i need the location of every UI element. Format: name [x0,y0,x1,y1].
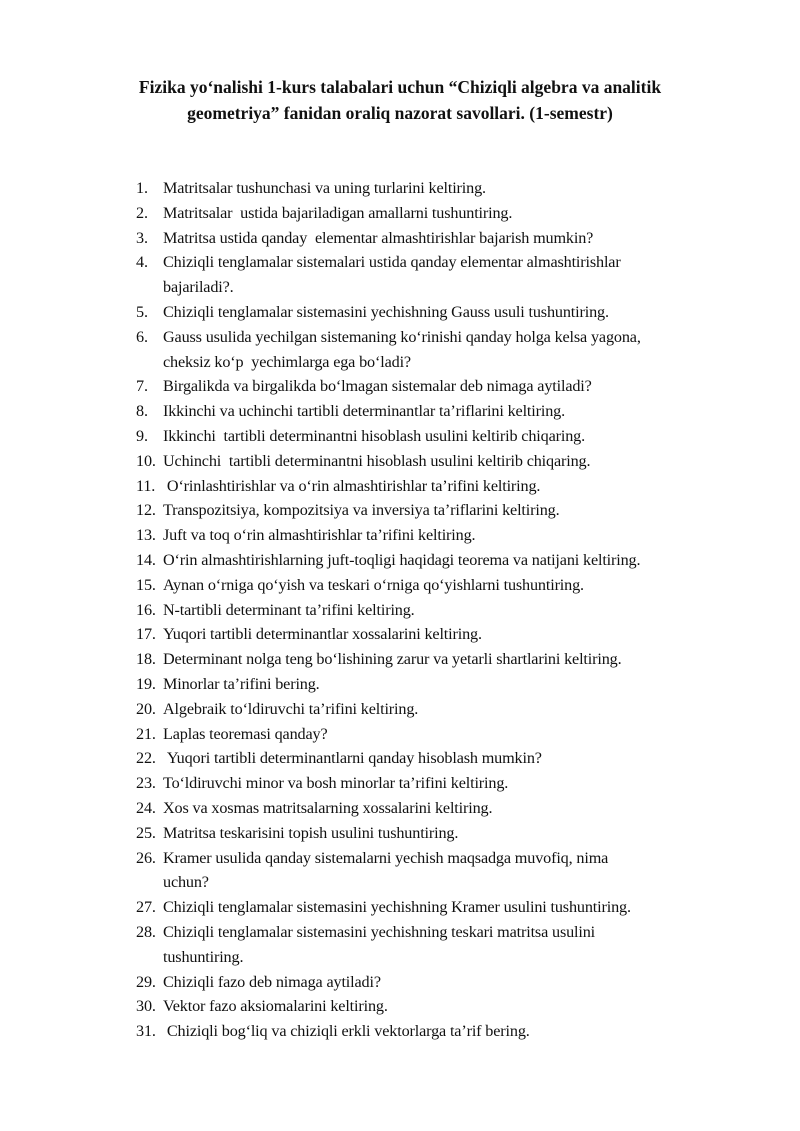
question-item [136,523,736,548]
question-number: 20. [136,699,156,718]
question-item [136,796,736,821]
question-number: 17. [136,625,156,644]
question-number: 21. [136,724,156,743]
question-item [136,201,736,226]
question-text: Chiziqli tenglamalar sistemasini yechishning teskari matritsa usulini tushuntiring. [163,922,596,966]
question-item [136,498,736,523]
question-text: Chiziqli tenglamalar sistemasini yechishning Gauss usuli tushuntiring. [163,302,609,321]
question-item [136,449,736,474]
question-number: 12. [136,501,156,520]
question-number: 11. [136,476,156,495]
title-line-1: Fizika yo‘nalishi 1-kurs talabalari uchun “Chiziqli algebra va analitik [138,77,662,97]
question-item [136,424,736,449]
question-text: Matritsalar tushunchasi va uning turlarini keltiring. [163,179,486,197]
question-number: 4. [136,253,148,272]
question-item [136,920,736,970]
question-item [136,573,736,598]
question-number: 23. [136,774,156,793]
question-item [136,474,736,499]
question-item [136,399,736,424]
question-text: Gauss usulida yechilgan sistemaning ko‘rinishi qanday holga kelsa yagona, cheksiz ko‘p yechimlarga ega bo‘ladi? [163,327,641,371]
question-text: Kramer usulida qanday sistemalarni yechish maqsadga muvofiq, nima uchun? [163,848,609,892]
question-number: 27. [136,898,156,917]
question-item [136,1019,736,1044]
question-number: 25. [136,823,156,842]
document-title [110,74,690,126]
question-item [136,846,736,896]
question-item [136,697,736,722]
question-number: 10. [136,451,156,470]
question-item [136,374,736,399]
question-number: 5. [136,302,148,321]
question-item [136,598,736,623]
question-number: 1. [136,179,148,197]
question-item [136,548,736,573]
question-text: Transpozitsiya, kompozitsiya va inversiya ta’riflarini keltiring. [163,501,560,520]
question-number: 24. [136,798,156,817]
question-item [136,300,736,325]
question-item [136,622,736,647]
question-number: 14. [136,550,156,569]
question-item [136,647,736,672]
question-item [136,746,736,771]
question-text: Yuqori tartibli determinantlarni qanday hisoblash mumkin? [163,749,542,768]
question-number: 6. [136,327,148,346]
question-text: Birgalikda va birgalikda bo‘lmagan sistemalar deb nimaga aytiladi? [163,377,592,396]
question-item [136,821,736,846]
question-item [136,771,736,796]
question-number: 22. [136,749,156,768]
question-text: Chiziqli tenglamalar sistemalari ustida qanday elementar almashtirishlar bajariladi?. [163,253,621,297]
question-number: 30. [136,997,156,1016]
question-item [136,722,736,747]
question-item [136,226,736,251]
question-text: O‘rinlashtirishlar va o‘rin almashtirishlar ta’rifini keltiring. [163,476,541,495]
question-text: Ikkinchi tartibli determinantni hisoblash usulini keltirib chiqaring. [163,426,585,445]
question-number: 28. [136,922,156,941]
question-number: 29. [136,972,156,991]
question-number: 26. [136,848,156,867]
question-number: 2. [136,203,148,222]
question-text: Matritsa teskarisini topish usulini tushuntiring. [163,823,459,842]
question-item [136,994,736,1019]
question-list [136,176,736,1044]
question-text: Minorlar ta’rifini bering. [163,674,320,693]
question-text: To‘ldiruvchi minor va bosh minorlar ta’rifini keltiring. [163,774,509,793]
question-text: Xos va xosmas matritsalarning xossalarini keltiring. [163,798,493,817]
question-text: Laplas teoremasi qanday? [163,724,328,743]
question-text: Uchinchi tartibli determinantni hisoblash usulini keltirib chiqaring. [163,451,591,470]
question-number: 7. [136,377,148,396]
question-item [136,176,736,201]
question-item [136,970,736,995]
question-text: Matritsa ustida qanday elementar almashtirishlar bajarish mumkin? [163,228,594,247]
question-number: 9. [136,426,148,445]
question-text: Ikkinchi va uchinchi tartibli determinantlar ta’riflarini keltiring. [163,402,565,421]
question-number: 15. [136,575,156,594]
question-text: Determinant nolga teng bo‘lishining zarur va yetarli shartlarini keltiring. [163,650,622,669]
question-number: 18. [136,650,156,669]
question-number: 19. [136,674,156,693]
question-number: 8. [136,402,148,421]
question-text: Chiziqli tenglamalar sistemasini yechishning Kramer usulini tushuntiring. [163,898,631,917]
question-text: Chiziqli fazo deb nimaga aytiladi? [163,972,381,991]
question-text: N-tartibli determinant ta’rifini keltiring. [163,600,415,619]
question-text: Yuqori tartibli determinantlar xossalarini keltiring. [163,625,482,644]
question-text: Algebraik to‘ldiruvchi ta’rifini keltiring. [163,699,419,718]
question-number: 13. [136,526,156,545]
question-number: 3. [136,228,148,247]
question-text: O‘rin almashtirishlarning juft-toqligi haqidagi teorema va natijani keltiring. [163,550,641,569]
question-item [136,672,736,697]
question-number: 16. [136,600,156,619]
question-text: Aynan o‘rniga qo‘yish va teskari o‘rniga qo‘yishlarni tushuntiring. [163,575,584,594]
question-text: Juft va toq o‘rin almashtirishlar ta’rifini keltiring. [163,526,476,545]
question-text: Chiziqli bog‘liq va chiziqli erkli vektorlarga ta’rif bering. [163,1022,530,1041]
question-item [136,895,736,920]
question-text: Vektor fazo aksiomalarini keltiring. [163,997,388,1016]
title-line-2: geometriya” fanidan oraliq nazorat savollari. (1-semestr) [187,103,613,123]
question-text: Matritsalar ustida bajariladigan amallarni tushuntiring. [163,203,513,222]
question-item [136,325,736,375]
question-item [136,250,736,300]
question-number: 31. [136,1022,156,1041]
